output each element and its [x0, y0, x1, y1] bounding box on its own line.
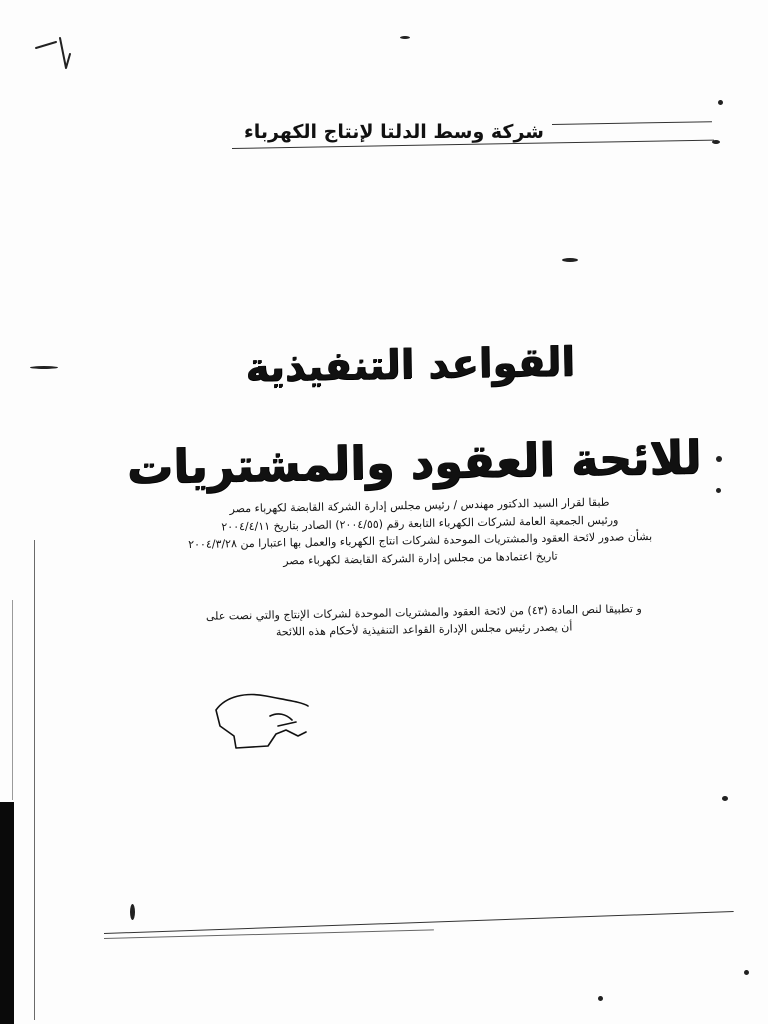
scan-speck: [30, 366, 58, 369]
scan-speck: [722, 796, 728, 801]
scan-speck: [744, 970, 749, 975]
document-title-line-2: للائحة العقود والمشتريات: [126, 429, 702, 495]
decree-line: طبقا لقرار السيد الدكتور مهندس / رئيس مجلس إدارة الشركة القابضة لكهرباء مصر: [229, 495, 610, 516]
handwritten-signature: [206, 686, 316, 756]
header-rule-right: [552, 121, 712, 125]
scan-margin-line-faint: [12, 600, 13, 800]
decree-line: ورئيس الجمعية العامة لشركات الكهرباء التابعة رقم (٢٠٠٤/٥٥) الصادر بتاريخ ٢٠٠٤/٤/١١: [221, 513, 619, 533]
handwritten-corner-mark: [30, 28, 80, 76]
scan-speck: [400, 36, 410, 39]
scan-speck: [562, 258, 578, 262]
scan-speck: [718, 100, 723, 105]
scan-margin-line: [34, 540, 35, 1020]
document-title-line-1: القواعد التنفيذية: [244, 339, 576, 391]
application-line: أن يصدر رئيس مجلس الإدارة القواعد التنفيذية لأحكام هذه اللائحة: [275, 620, 573, 639]
decree-paragraph: [169, 493, 670, 572]
application-paragraph: [204, 600, 645, 642]
company-name: شركة وسط الدلتا لإنتاج الكهرباء: [244, 121, 544, 143]
scan-edge-shadow: [0, 802, 14, 1024]
decree-line: تاريخ اعتمادها من مجلس إدارة الشركة القابضة لكهرباء مصر: [283, 549, 558, 567]
scan-speck: [716, 456, 722, 462]
scan-speck: [716, 488, 721, 493]
application-line: و تطبيقا لنص المادة (٤٣) من لائحة العقود والمشتريات الموحدة لشركات الإنتاج والتي نصت على: [205, 602, 642, 623]
scan-speck: [598, 996, 603, 1001]
decree-line: بشأن صدور لائحة العقود والمشتريات الموحدة لشركات انتاج الكهرباء والعمل بها اعتبارا من ٢٠٠٤/٣/٢٨: [188, 529, 653, 552]
scan-speck: [130, 904, 135, 920]
